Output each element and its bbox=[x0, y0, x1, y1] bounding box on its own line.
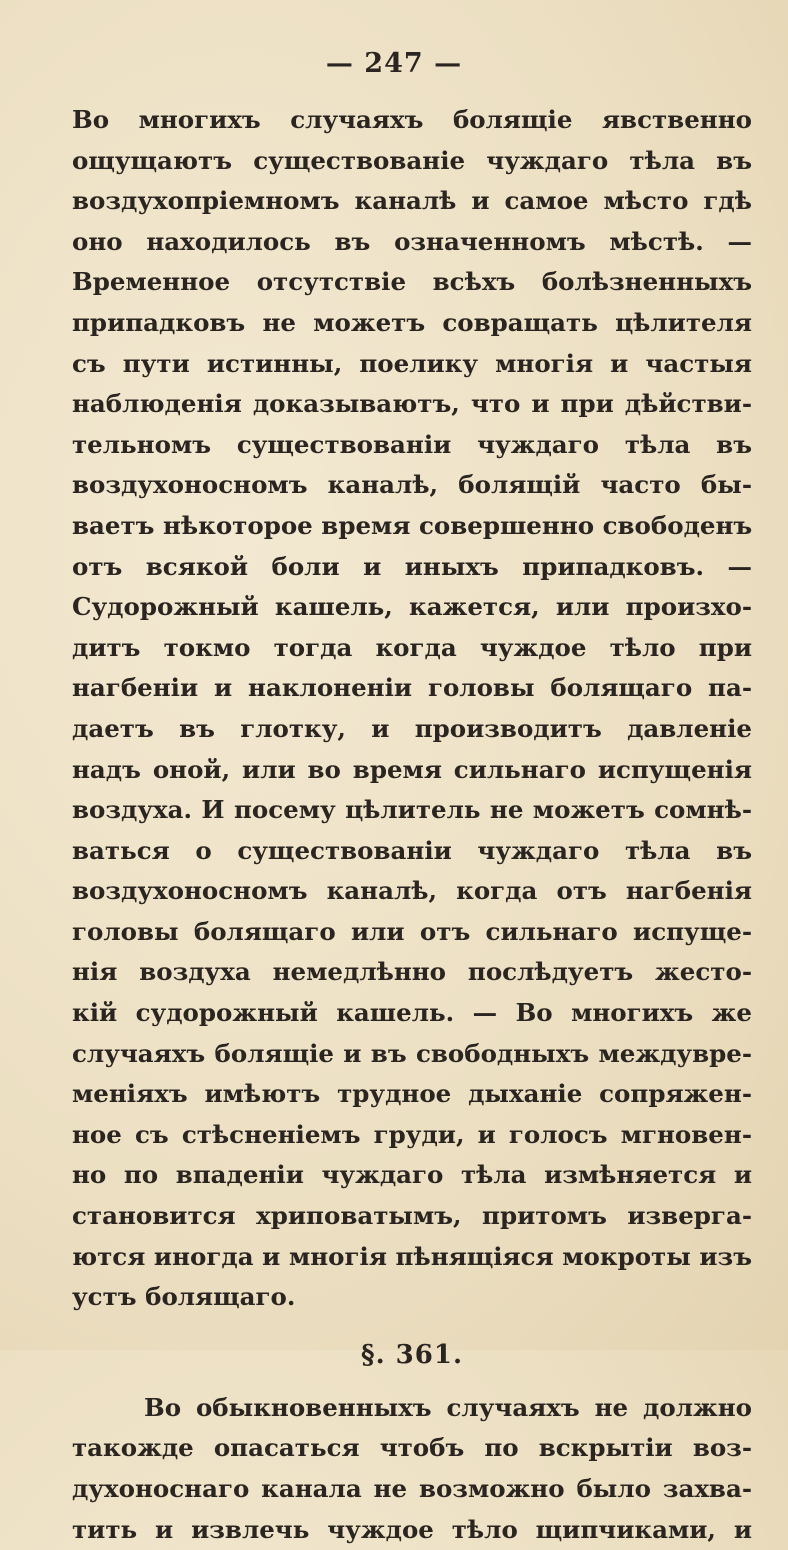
text-line: случаяхъ болящіе и въ свободныхъ междувре- bbox=[72, 1038, 752, 1068]
text-line: дитъ токмо тогда когда чуждое тѣло при bbox=[72, 632, 752, 662]
text-line: Во обыкновенныхъ случаяхъ не должно bbox=[144, 1392, 752, 1422]
text-line: кій судорожный кашель. — Во многихъ же bbox=[72, 998, 752, 1028]
text-line: становится хриповатымъ, притомъ изверга- bbox=[72, 1201, 752, 1231]
paragraph-1 bbox=[72, 100, 752, 1318]
text-line: нагбеніи и наклоненіи головы болящаго па- bbox=[72, 673, 752, 703]
text-line: воздухоносномъ каналѣ, когда отъ нагбенія bbox=[72, 876, 752, 906]
text-line: меніяхъ имѣютъ трудное дыханіе сопряжен- bbox=[72, 1079, 752, 1109]
text-line: головы болящаго или отъ сильнаго испуще- bbox=[72, 916, 752, 946]
paragraph-2 bbox=[72, 1388, 752, 1550]
text-line: воздухопріемномъ каналѣ и самое мѣсто гдѣ bbox=[72, 186, 752, 216]
page-number: — 247 — bbox=[325, 48, 463, 79]
text-line: такожде опасаться чтобъ по вскрытіи воз- bbox=[72, 1433, 752, 1463]
text-line: но по впаденіи чуждаго тѣла измѣняется и bbox=[72, 1160, 752, 1190]
text-line: ваетъ нѣкоторое время совершенно свободенъ bbox=[72, 510, 752, 540]
text-line: воздухоносномъ каналѣ, болящій часто бы- bbox=[72, 470, 752, 500]
text-line: Временное отсутствіе всѣхъ болѣзненныхъ bbox=[72, 267, 752, 297]
body-text bbox=[72, 100, 752, 1550]
text-line: надъ оной, или во время сильнаго испущенія bbox=[72, 754, 752, 784]
text-line: даетъ въ глотку, и производитъ давленіе bbox=[72, 713, 752, 743]
text-line: ваться о существованіи чуждаго тѣла въ bbox=[72, 835, 752, 865]
text-line: наблюденія доказываютъ, что и при дѣйстви- bbox=[72, 389, 752, 419]
text-line: Во многихъ случаяхъ болящіе явственно bbox=[72, 105, 752, 134]
text-line: припадковъ не можетъ совращать цѣлителя bbox=[72, 307, 752, 337]
text-line: устъ болящаго. bbox=[72, 1282, 296, 1312]
text-line: съ пути истинны, поелику многія и частыя bbox=[72, 348, 752, 378]
text-line: оно находилось въ означенномъ мѣстѣ. — bbox=[72, 226, 752, 256]
text-line: Судорожный кашель, кажется, или произхо- bbox=[72, 592, 752, 622]
text-line: тить и извлечь чуждое тѣло щипчиками, и bbox=[72, 1514, 752, 1544]
text-line: тельномъ существованіи чуждаго тѣла въ bbox=[72, 429, 752, 459]
text-line: ное съ стѣсненіемъ груди, и голосъ мгновен- bbox=[72, 1119, 752, 1149]
text-line: отъ всякой боли и иныхъ припадковъ. — bbox=[72, 551, 752, 581]
text-line: воздуха. И посему цѣлитель не можетъ сомнѣ- bbox=[72, 795, 752, 825]
text-line: нія воздуха немедлѣнно послѣдуетъ жесто- bbox=[72, 957, 752, 987]
section-heading: §. 361. bbox=[360, 1339, 464, 1370]
text-line: ощущаютъ существованіе чуждаго тѣла въ bbox=[72, 145, 752, 175]
text-line: духоноснаго канала не возможно было захва- bbox=[72, 1474, 752, 1503]
text-line: ются иногда и многія пѣнящіяся мокроты изъ bbox=[72, 1241, 752, 1271]
